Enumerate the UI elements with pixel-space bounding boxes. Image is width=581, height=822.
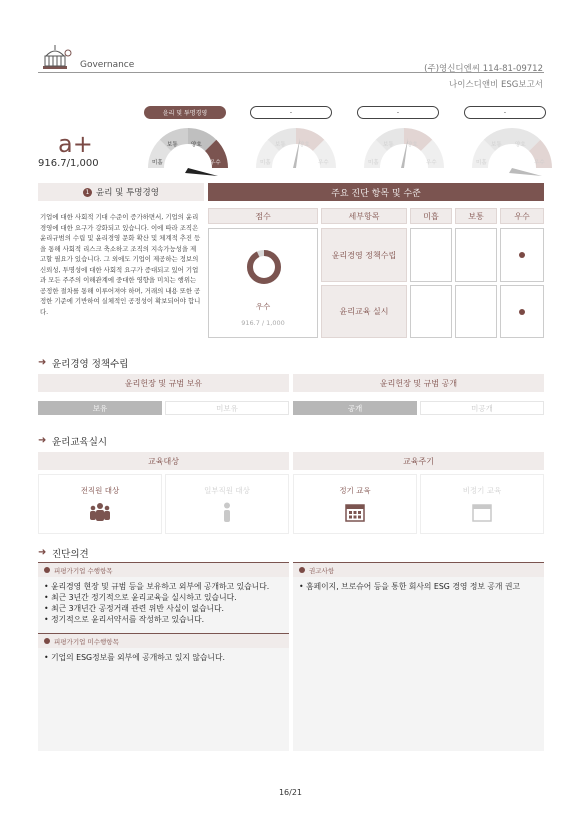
gauge-label-good: 양호 [299, 142, 310, 148]
row-item-policy: 윤리경영 정책수립 [321, 228, 407, 282]
down-arrow-icon: ➜ [38, 357, 47, 368]
gauge-label-good: 양호 [515, 142, 526, 148]
done-items-title: 피평가기업 수행항목 [54, 566, 113, 575]
gauge-label-excellent: 우수 [534, 160, 545, 166]
section-diagnosis-header: 주요 진단 항목 및 수준 [208, 183, 544, 201]
education-cycle-title: 교육주기 [293, 452, 544, 470]
score-grade-text: 우수 [255, 302, 271, 311]
category-pill-2: - [250, 106, 332, 119]
gauge-label-average: 보통 [275, 142, 286, 148]
policy-right-title: 윤리헌장 및 규범 공개 [293, 374, 544, 392]
category-pill-4: - [464, 106, 546, 119]
notdone-item: • 기업의 ESG정보를 외부에 공개하고 있지 않습니다. [44, 653, 225, 662]
done-items-list [38, 577, 289, 629]
score-donut-icon [244, 247, 284, 287]
th-excellent: 우수 [500, 208, 544, 224]
score-cell [208, 228, 318, 338]
page-number: 16/21 [278, 788, 303, 797]
card-regular [293, 474, 417, 534]
category-pill-ethics: 윤리 및 투명경영 [144, 106, 226, 119]
building-logo-icon [40, 44, 74, 72]
gauge-label-excellent: 우수 [318, 160, 329, 166]
opinion-heading [38, 546, 89, 560]
gauge-label-excellent: 우수 [210, 160, 221, 166]
policy-heading [38, 356, 128, 370]
card-some-staff [165, 474, 289, 534]
bullet-icon [44, 567, 50, 573]
opinion-heading-text: 진단의견 [52, 549, 89, 560]
policy-left-title: 윤리헌장 및 규범 보유 [38, 374, 289, 392]
done-item: • 최근 3개년간 공정거래 관련 위반 사실이 없습니다. [44, 604, 225, 613]
down-arrow-icon: ➜ [38, 435, 47, 446]
option-public: 공개 [293, 401, 417, 415]
notdone-items-list [38, 648, 289, 667]
cell-policy-average [455, 228, 497, 282]
done-item: • 윤리경영 현장 및 규범 등을 보유하고 외부에 공개하고 있습니다. [44, 582, 270, 591]
option-not-has: 미보유 [165, 401, 289, 415]
gauge-label-poor: 미흡 [260, 160, 271, 166]
page-title: Governance [80, 60, 135, 70]
group-icon [89, 502, 111, 522]
gauge-4 [462, 118, 562, 178]
company-info: (주)영신디엔씨 114-81-09712 [424, 64, 543, 74]
gauge-3 [354, 118, 454, 178]
gauge-label-poor: 미흡 [152, 160, 163, 166]
education-heading-text: 윤리교육실시 [52, 437, 108, 448]
th-score: 점수 [208, 208, 318, 224]
row-item-education: 윤리교육 실시 [321, 285, 407, 338]
card-regular-label: 정기 교육 [339, 486, 371, 495]
education-target-title: 교육대상 [38, 452, 289, 470]
section-ethics-header [38, 183, 204, 201]
category-pill-3: - [357, 106, 439, 119]
bullet-icon [44, 638, 50, 644]
gauge-2 [246, 118, 346, 178]
recommendation-list [293, 577, 544, 596]
cell-policy-excellent [500, 228, 544, 282]
cell-education-average [455, 285, 497, 338]
ethics-description: 기업에 대한 사회적 기대 수준이 증가하면서, 기업의 윤리경영에 대한 요구가 강화되고 있습니다. 이에 따라 조직은 윤리규범의 수립 및 윤리경영 문화 확산 및 체계적 추진 등을 통해 사회적 리스크 축소하고 조직의 지속가능성을 제고할 필요가 있습니다. 그 외에도 기업이 제공하는 정보의 신뢰성, 투명성에 대한 사회적 요구가 증대되고 있어 기업과 모든 주주의 이해관계에 중대한 영향을 미치는 행위는 공정한 절차를 통해 이루어져야 하며, 거래의 내용 또한 공정한 기준에 기반하여 실체적인 공정성이 확보되어야 합니다. [40, 213, 201, 316]
gauge-label-average: 보통 [383, 142, 394, 148]
score-value: 916.7/1,000 [38, 158, 99, 169]
level-dot [519, 252, 525, 258]
opinion-left-box [38, 562, 289, 751]
th-detail: 세부항목 [321, 208, 407, 224]
gauge-label-good: 양호 [191, 142, 202, 148]
card-some-staff-label: 일부직원 대상 [204, 486, 250, 495]
notdone-items-header [38, 633, 289, 648]
done-item: • 정기적으로 윤리서약서를 작성하고 있습니다. [44, 615, 205, 624]
cell-policy-poor [410, 228, 452, 282]
gauge-label-good: 양호 [407, 142, 418, 148]
section-ethics-title: 윤리 및 투명경영 [96, 188, 159, 198]
notdone-items-title: 피평가기업 미수행항목 [54, 637, 119, 646]
gauge-label-poor: 미흡 [476, 160, 487, 166]
done-items-header [38, 563, 289, 577]
cell-education-poor [410, 285, 452, 338]
gauge-label-average: 보통 [167, 142, 178, 148]
gauge-label-average: 보통 [491, 142, 502, 148]
card-irregular [420, 474, 544, 534]
option-not-public: 미공개 [420, 401, 544, 415]
gauge-label-poor: 미흡 [368, 160, 379, 166]
opinion-right-box [293, 562, 544, 751]
level-dot [519, 309, 525, 315]
recommendation-header [293, 563, 544, 577]
person-icon [216, 502, 238, 522]
cell-education-excellent [500, 285, 544, 338]
recommendation-item: • 홈페이지, 브로슈어 등을 통한 회사의 ESG 경영 정보 공개 권고 [299, 582, 521, 591]
card-irregular-label: 비정기 교육 [462, 486, 502, 495]
gauge-label-excellent: 우수 [426, 160, 437, 166]
calendar-icon [471, 502, 493, 522]
card-all-staff [38, 474, 162, 534]
policy-heading-text: 윤리경영 정책수립 [52, 359, 129, 370]
recommendation-title: 권고사항 [309, 566, 335, 575]
bullet-icon [299, 567, 305, 573]
report-name: 나이스디앤비 ESG보고서 [449, 80, 543, 90]
th-poor: 미흡 [410, 208, 452, 224]
score-value-text: 916.7 / 1,000 [241, 319, 285, 327]
grade-value: a+ [58, 130, 93, 158]
th-average: 보통 [455, 208, 497, 224]
down-arrow-icon: ➜ [38, 547, 47, 558]
section-number-badge: 1 [83, 188, 92, 197]
done-item: • 최근 3년간 정기적으로 윤리교육을 실시하고 있습니다. [44, 593, 237, 602]
gauge-ethics [138, 118, 238, 178]
option-has: 보유 [38, 401, 162, 415]
calendar-icon [344, 502, 366, 522]
education-heading [38, 434, 107, 448]
card-all-staff-label: 전직원 대상 [80, 486, 120, 495]
